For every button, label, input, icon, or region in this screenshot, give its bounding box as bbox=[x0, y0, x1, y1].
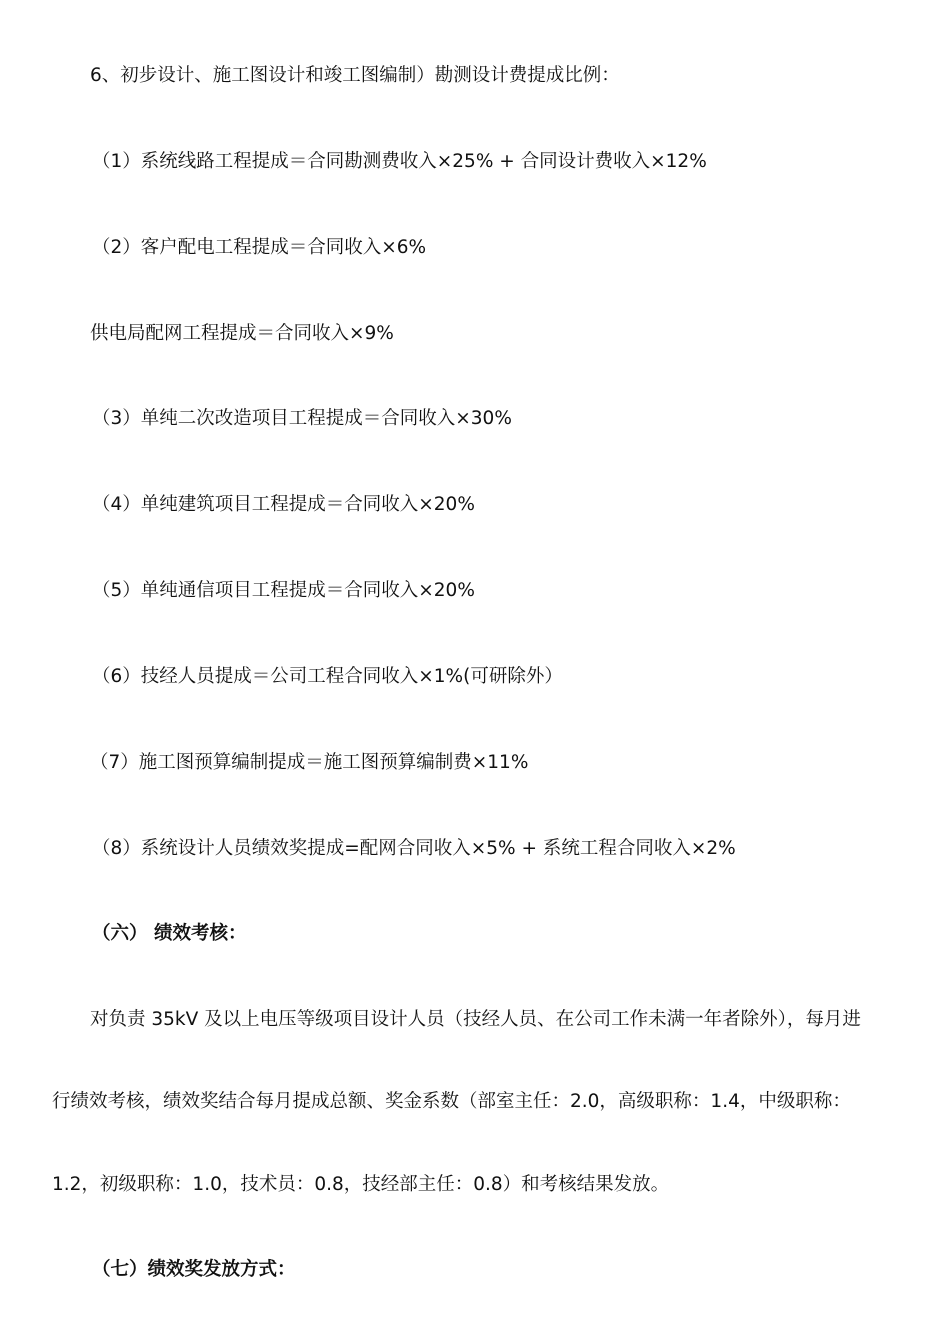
formula-communication-project: （5）单纯通信项目工程提成＝合同收入×20% bbox=[92, 580, 475, 601]
formula-grid-distribution: 供电局配网工程提成＝合同收入×9% bbox=[90, 323, 394, 344]
section-6-paragraph-line-2: 行绩效考核，绩效奖结合每月提成总额、奖金系数（部室主任：2.0，高级职称：1.4，中级职称： bbox=[52, 1091, 851, 1112]
formula-budget-preparation: （7）施工图预算编制提成＝施工图预算编制费×11% bbox=[90, 752, 529, 773]
formula-system-line: （1）系统线路工程提成＝合同勘测费收入×25% + 合同设计费收入×12% bbox=[92, 151, 707, 172]
formula-secondary-retrofit: （3）单纯二次改造项目工程提成＝合同收入×30% bbox=[92, 408, 512, 429]
formula-customer-distribution: （2）客户配电工程提成＝合同收入×6% bbox=[92, 237, 427, 258]
section-6-title: （六） 绩效考核： bbox=[92, 923, 247, 944]
section-6-paragraph-line-1: 对负责 35kV 及以上电压等级项目设计人员（技经人员、在公司工作未满一年者除外），每月进 bbox=[90, 1009, 861, 1030]
section-6-paragraph-line-3: 1.2，初级职称：1.0，技术员：0.8，技经部主任：0.8）和考核结果发放。 bbox=[52, 1174, 670, 1195]
formula-performance-bonus: （8）系统设计人员绩效奖提成=配网合同收入×5% + 系统工程合同收入×2% bbox=[92, 838, 736, 859]
section-7-title: （七）绩效奖发放方式： bbox=[92, 1259, 296, 1280]
formula-building-project: （4）单纯建筑项目工程提成＝合同收入×20% bbox=[92, 494, 475, 515]
item-6-heading: 6、初步设计、施工图设计和竣工图编制）勘测设计费提成比例： bbox=[90, 65, 620, 86]
formula-cost-staff: （6）技经人员提成＝公司工程合同收入×1%(可研除外） bbox=[92, 666, 563, 687]
